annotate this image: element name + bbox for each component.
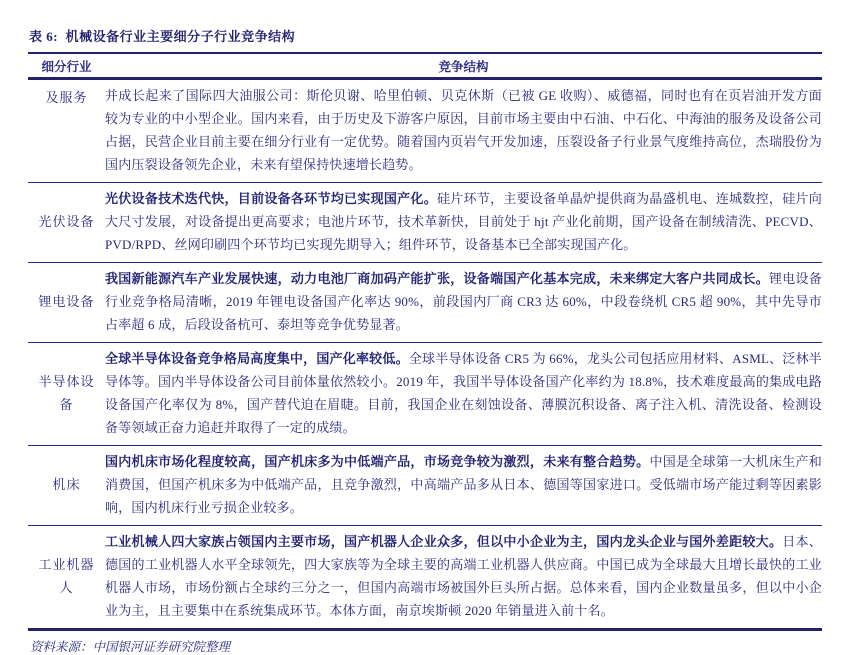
row-bold-text: 工业机械人四大家族占领国内主要市场，国产机器人企业众多，但以中小企业为主，国内龙头企业与国外差距较大。 xyxy=(105,534,783,549)
row-bold-text: 我国新能源汽车产业发展快速，动力电池厂商加码产能扩张，设备端国产化基本完成，未来绑定大客户共同成长。 xyxy=(105,271,769,286)
table-header-row xyxy=(28,52,822,80)
table-title: 表 6: 机械设备行业主要细分子行业竞争结构 xyxy=(29,29,296,44)
table-row-oil-service xyxy=(28,80,822,183)
row-text xyxy=(105,347,822,439)
row-bold-text: 全球半导体设备竞争格局高度集中，国产化率较低。 xyxy=(105,351,409,366)
row-text xyxy=(105,267,822,336)
table-row-machine-tool xyxy=(28,446,822,526)
table-row-lithium-battery xyxy=(28,263,822,343)
column-header-segment: 细分行业 xyxy=(41,59,92,74)
row-label: 机床 xyxy=(52,477,81,492)
row-text xyxy=(105,84,822,176)
row-text xyxy=(105,530,822,622)
row-bold-text: 国内机床市场化程度较高，国产机床多为中低端产品，市场竞争较为激烈，未来有整合趋势。 xyxy=(105,454,650,469)
row-body-text: 硅片环节，主要设备单晶炉提供商为晶盛机电、连城数控，硅片向大尺寸发展，对设备提出更高要求；电池片环节，技术革新快，目前处于 hjt 产业化前期，国产设备在制绒清洗、PECVD、PVD/RPD、丝网印刷四个环节均已实现先期导入；组件环节，设备基本已全部实现国产化。 xyxy=(105,191,822,252)
table-row-semiconductor xyxy=(28,343,822,446)
row-label: 光伏设备 xyxy=(38,214,95,229)
column-header-structure: 竞争结构 xyxy=(438,59,489,74)
row-label: 及服务 xyxy=(45,90,88,105)
table-row-photovoltaic xyxy=(28,183,822,263)
table-row-industrial-robot xyxy=(28,526,822,631)
report-page xyxy=(28,24,822,655)
row-body-text: 锂电设备行业竞争格局清晰，2019 年锂电设备国产化率达 90%，前段国内厂商 CR3 达 60%，中段卷绕机 CR5 超 90%，其中先导市占率超 6 成，后段设备杭可、泰坦等竞争优势显著。 xyxy=(105,271,822,332)
row-bold-text: 光伏设备技术迭代快，目前设备各环节均已实现国产化。 xyxy=(105,191,437,206)
row-body-text: 中国是全球第一大机床生产和消费国，但国产机床多为中低端产品，且竞争激烈，中高端产品多从日本、德国等国家进口。受低端市场产能过剩等因素影响，国内机床行业亏损企业较多。 xyxy=(105,454,823,515)
row-label: 锂电设备 xyxy=(38,294,95,309)
row-label: 工业机器人 xyxy=(38,557,95,595)
row-text xyxy=(105,450,822,519)
row-body-text: 全球半导体设备 CR5 为 66%，龙头公司包括应用材料、ASML、泛林半导体等。国内半导体设备公司目前体量依然较小。2019 年，我国半导体设备国产化率约为 18.8%，技术难度最高的集成电路设备国产化率仅为 8%，国产替代迫在眉睫。目前，我国企业在刻蚀设备、薄膜沉积设备、离子注入机、清洗设备、检测设备等领域正奋力追赶并取得了一定的成绩。 xyxy=(105,351,822,435)
row-text xyxy=(105,187,822,256)
row-body-text: 日本、德国的工业机器人水平全球领先，四大家族等为全球主要的高端工业机器人供应商。中国已成为全球最大且增长最快的工业机器人市场，市场份额占全球约三分之一，但国内高端市场被国外巨头所占据。总体来看，国内企业数量虽多，但以中小企业为主，且主要集中在系统集成环节。本体方面，南京埃斯顿 2020 年销量进入前十名。 xyxy=(105,534,822,618)
row-label: 半导体设备 xyxy=(38,374,95,412)
source-note: 资料来源：中国银河证券研究院整理 xyxy=(30,640,231,654)
row-body-text: 并成长起来了国际四大油服公司：斯伦贝谢、哈里伯顿、贝克休斯（已被 GE 收购）、威德福，同时也有在页岩油开发方面较为专业的中小型企业。国内来看，由于历史及下游客户原因，目前市场主要由中石油、中石化、中海油的服务及设备公司占据，民营企业目前主要在细分行业有一定优势。随着国内页岩气开发加速，压裂设备子行业景气度维持高位，杰瑞股份为国内压裂设备领先企业，未来有望保持快速增长趋势。 xyxy=(105,88,822,172)
